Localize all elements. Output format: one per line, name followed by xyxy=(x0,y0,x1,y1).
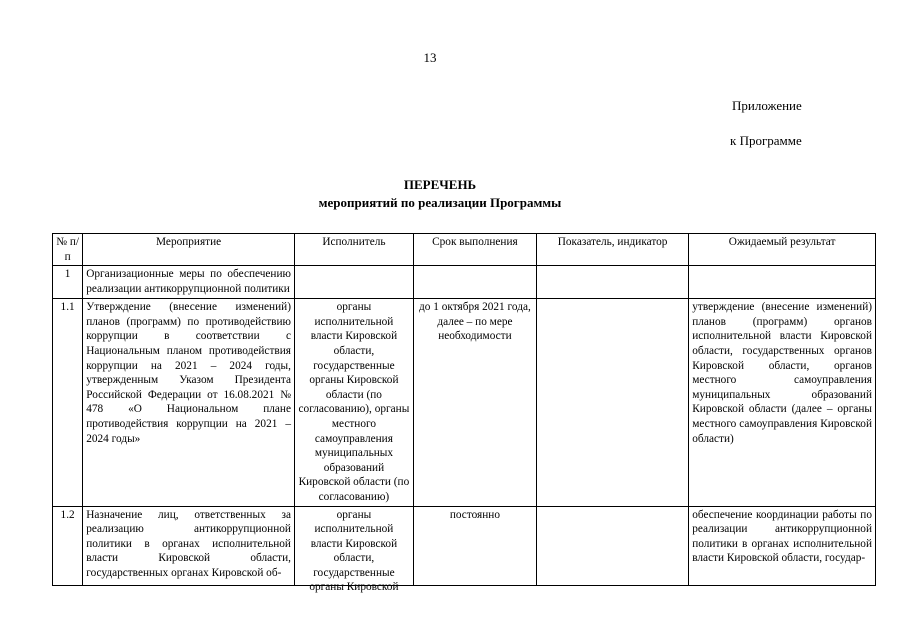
row-indicator-text xyxy=(540,508,685,584)
title-line-2: мероприятий по реализации Программы xyxy=(318,195,562,210)
header-result: Ожидаемый результат xyxy=(689,234,876,266)
row-executor: органы исполнительной власти Кировской области, государственные органы Кировской области (по согласованию), органы местного самоуправления муниципальных образований Кировской области (по согласованию) xyxy=(294,299,413,506)
row-num-text: 1.2 xyxy=(60,508,75,521)
row-activity: Утверждение (внесение изменений) планов (программ) по противодействию коррупции в соответствии с Национальным планом противодействия коррупции на 2021 – 2024 годы, утвержденным Указом Президента Российской Федерации от 16.08.2021 № 478 «О Национальном плане противодействия коррупции на 2021 – 2024 годы» xyxy=(83,299,295,506)
header-indicator: Показатель, индикатор xyxy=(536,234,688,266)
appendix-line-2: к Программе xyxy=(730,133,802,148)
row-result xyxy=(689,506,876,585)
page-number: 13 xyxy=(423,50,437,65)
row-indicator xyxy=(536,506,688,585)
appendix-line-1: Приложение xyxy=(732,98,802,113)
row-indicator xyxy=(536,299,688,506)
header-executor: Исполнитель xyxy=(294,234,413,266)
activities-table xyxy=(52,233,876,594)
row-activity: Организационные меры по обеспечению реализации антикоррупционной политики xyxy=(83,266,295,299)
table-row xyxy=(53,299,876,506)
row-activity-text: Назначение лиц, ответственных за реализацию антикоррупционной политики в органах исполнительной власти Кировской области, государственных органах Кировской об- xyxy=(86,508,291,579)
row-term: до 1 октября 2021 года, далее – по мере необходимости xyxy=(413,299,536,506)
row-num xyxy=(53,506,83,585)
document-title xyxy=(0,176,880,212)
row-num: 1.1 xyxy=(53,299,83,506)
appendix-label xyxy=(730,97,802,148)
row-executor-text: органы исполнительной власти Кировской области, государственные органы Кировской xyxy=(309,508,399,594)
table-row xyxy=(53,506,876,585)
header-term: Срок выполнения xyxy=(413,234,536,266)
table-row xyxy=(53,266,876,299)
row-num: 1 xyxy=(53,266,83,299)
row-activity xyxy=(83,506,295,585)
title-line-1: ПЕРЕЧЕНЬ xyxy=(403,177,477,192)
row-term xyxy=(413,266,536,299)
row-result xyxy=(689,266,876,299)
table-header-row xyxy=(53,234,876,266)
row-indicator xyxy=(536,266,688,299)
row-result-text: обеспечение координации работы по реализации антикоррупционной политики в органах исполнительной власти Кировской области, государ- xyxy=(692,508,872,565)
row-executor xyxy=(294,266,413,299)
row-term xyxy=(413,506,536,585)
row-result: утверждение (внесение изменений) планов (программ) органов исполнительной власти Кировской области, государственных органов Кировской области, органов местного самоуправления муниципальных образований Кировской области (далее – органы местного самоуправления Кировской области) xyxy=(689,299,876,506)
row-term-text: постоянно xyxy=(449,508,500,521)
header-num: № п/п xyxy=(53,234,83,266)
row-executor xyxy=(294,506,413,594)
header-activity: Мероприятие xyxy=(83,234,295,266)
